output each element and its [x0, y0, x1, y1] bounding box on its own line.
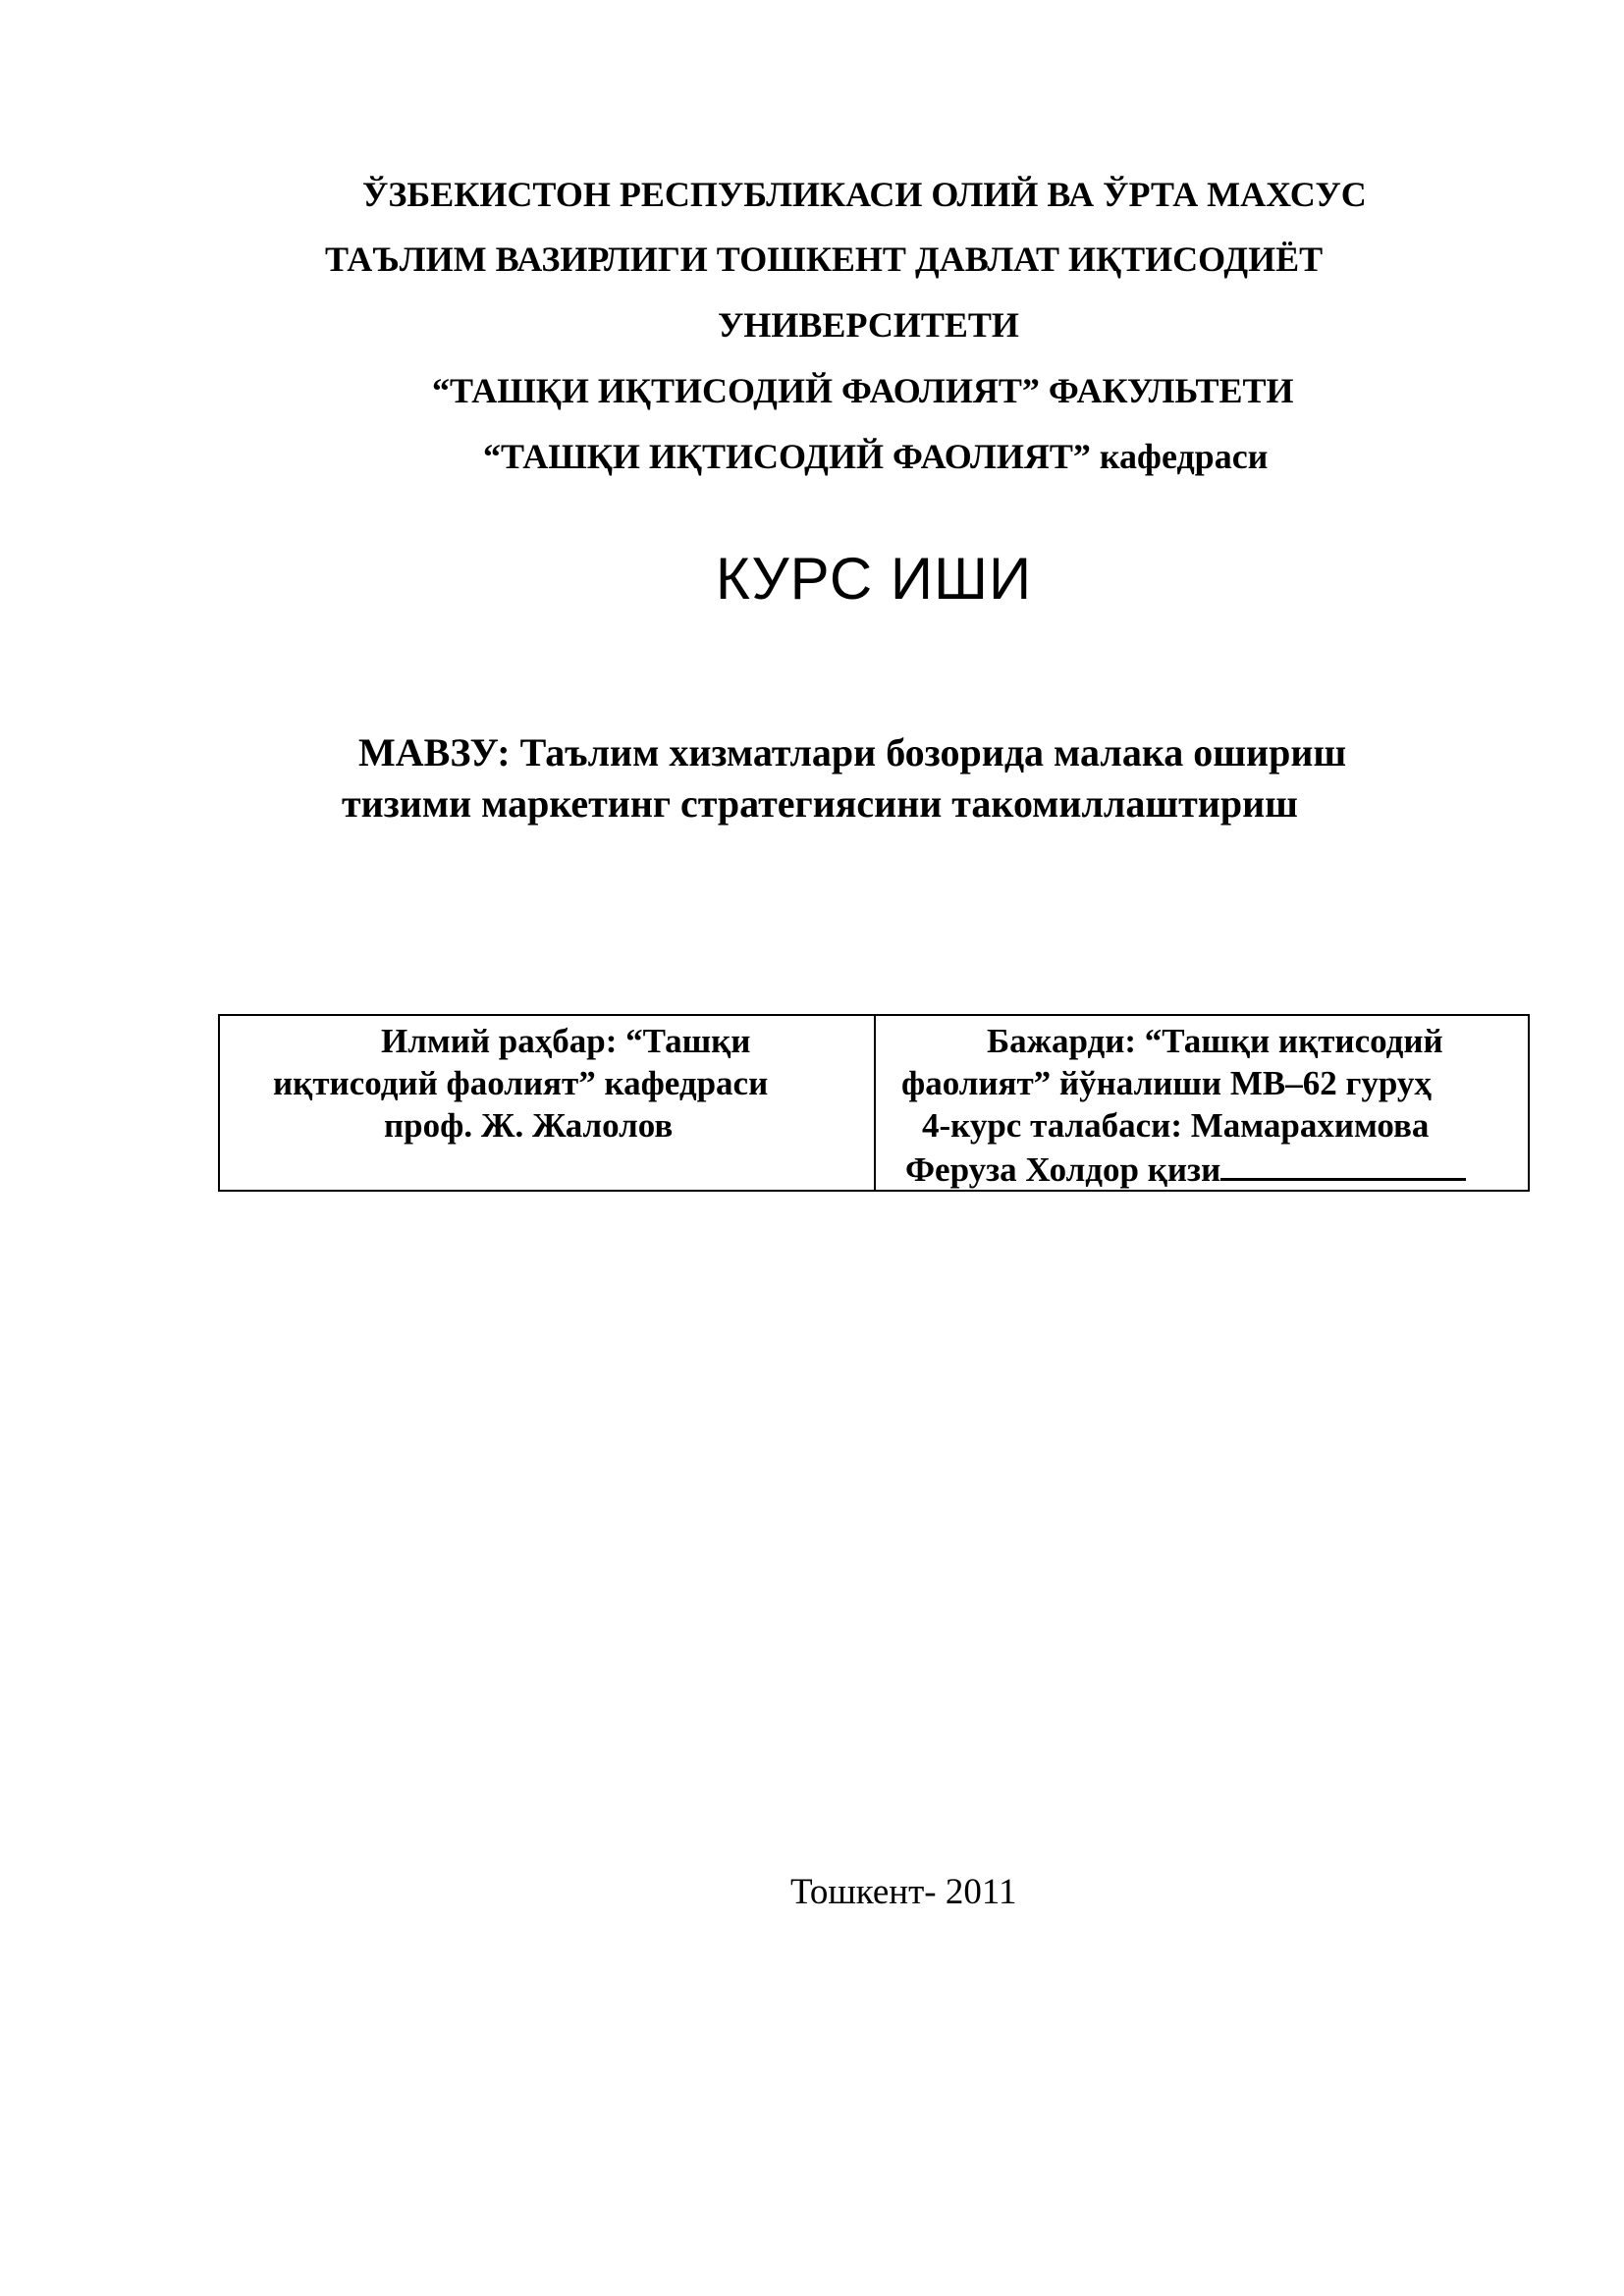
header-line-2: ТАЪЛИМ ВАЗИРЛИГИ ТОШКЕНТ ДАВЛАТ ИҚТИСОДИЁТ — [325, 240, 1324, 279]
department-suffix: кафедраси — [1090, 437, 1269, 476]
supervisor-cell — [220, 1016, 876, 1190]
performer-line-2: фаолият” йўналиши MB–62 гуруҳ — [901, 1064, 1432, 1102]
performer-line-4 — [905, 1148, 1466, 1190]
header-line-1: ЎЗБЕКИСТОН РЕСПУБЛИКАСИ ОЛИЙ ВА ЎРТА МАХСУС — [362, 175, 1367, 214]
supervisor-line-2: иқтисодий фаолият” кафедраси — [273, 1064, 769, 1102]
signature-blank — [1220, 1148, 1466, 1181]
city-year: Тошкент- 2011 — [790, 1872, 1017, 1912]
department-name: “ТАШҚИ ИҚТИСОДИЙ ФАОЛИЯТ” — [483, 437, 1091, 476]
header-line-3: УНИВЕРСИТЕТИ — [718, 305, 1019, 345]
student-name: Феруза Холдор қизи — [905, 1150, 1221, 1189]
topic-line-1: МАВЗУ: Таълим хизматлари бозорида малака ошириш — [358, 730, 1347, 774]
performer-line-1: Бажарди: “Ташқи иқтисодий — [987, 1022, 1443, 1060]
topic-line-2: тизими маркетинг стратегиясини такомиллаштириш — [342, 781, 1298, 826]
supervisor-line-1: Илмий раҳбар: “Ташқи — [381, 1022, 751, 1060]
header-line-4: “ТАШҚИ ИҚТИСОДИЙ ФАОЛИЯТ” ФАКУЛЬТЕТИ — [432, 371, 1294, 410]
document-title: КУРС ИШИ — [715, 546, 1033, 612]
supervisor-line-3: проф. Ж. Жалолов — [384, 1106, 674, 1145]
performer-cell — [876, 1016, 1528, 1190]
performer-line-3: 4-курс талабаси: Мамарахимова — [922, 1106, 1430, 1145]
header-line-5 — [483, 437, 1268, 476]
signature-table — [218, 1014, 1530, 1192]
